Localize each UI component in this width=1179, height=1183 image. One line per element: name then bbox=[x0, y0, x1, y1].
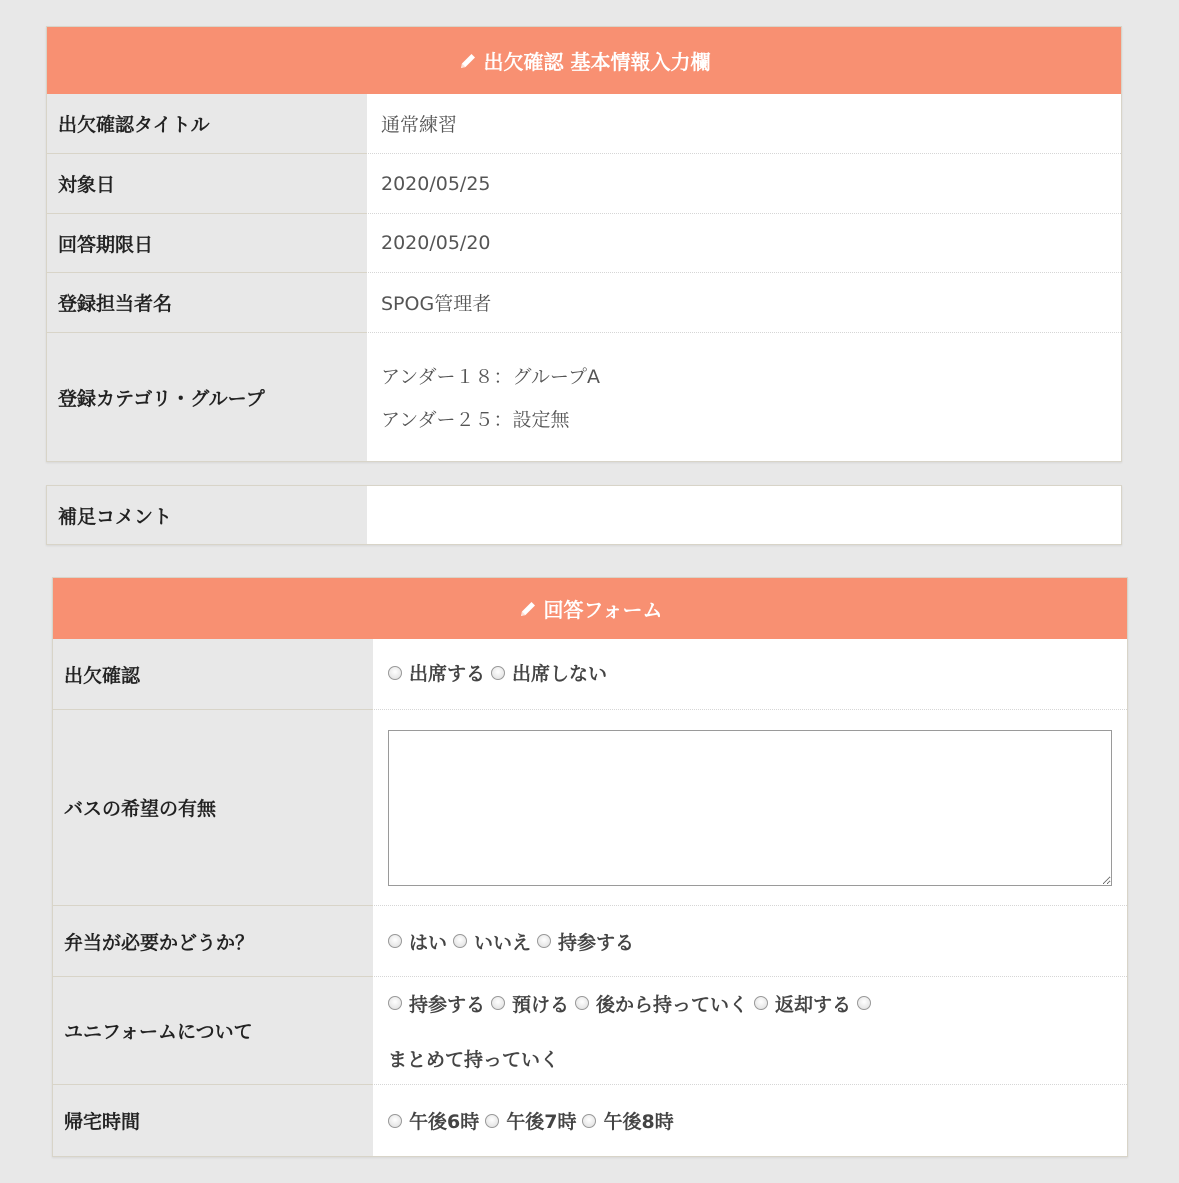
info-label: 登録カテゴリ・グループ bbox=[47, 333, 367, 461]
uniform-option-return[interactable]: 返却する bbox=[754, 990, 851, 1017]
attendance-label: 出欠確認 bbox=[53, 639, 373, 710]
radio-button[interactable] bbox=[537, 934, 551, 948]
info-row-registrant bbox=[47, 273, 1121, 333]
category-item: アンダー１８：グループA bbox=[381, 366, 600, 388]
lunch-options bbox=[373, 906, 1127, 976]
info-value: 2020/05/20 bbox=[381, 232, 491, 254]
pencil-icon bbox=[518, 599, 538, 619]
bus-textarea[interactable] bbox=[388, 730, 1112, 886]
comment-label: 補足コメント bbox=[47, 486, 367, 544]
answer-form-title: 回答フォーム bbox=[543, 598, 663, 622]
info-row-title bbox=[47, 94, 1121, 154]
info-row-date bbox=[47, 154, 1121, 214]
info-label: 回答期限日 bbox=[47, 214, 367, 273]
form-row-lunch bbox=[53, 906, 1127, 977]
return-time-option-7[interactable]: 午後7時 bbox=[485, 1107, 576, 1134]
category-item: アンダー２５：設定無 bbox=[381, 409, 570, 431]
radio-button[interactable] bbox=[388, 1114, 402, 1128]
basic-info-panel bbox=[46, 26, 1122, 462]
info-label: 出欠確認タイトル bbox=[47, 94, 367, 154]
return-time-option-8[interactable]: 午後8時 bbox=[582, 1107, 673, 1134]
lunch-option-bring[interactable]: 持参する bbox=[537, 928, 634, 955]
comment-value bbox=[367, 486, 1121, 544]
attendance-options bbox=[373, 639, 1127, 709]
answer-form-panel bbox=[52, 577, 1128, 1157]
radio-button[interactable] bbox=[388, 934, 402, 948]
basic-info-title: 出欠確認 基本情報入力欄 bbox=[483, 50, 711, 74]
info-row-category bbox=[47, 333, 1121, 461]
pencil-icon bbox=[458, 51, 478, 71]
lunch-option-yes[interactable]: はい bbox=[388, 928, 447, 955]
basic-info-header bbox=[47, 27, 1121, 94]
uniform-option-bring-together[interactable]: まとめて持っていく bbox=[388, 1048, 560, 1071]
comment-row bbox=[47, 486, 1121, 544]
attendance-option-absent[interactable]: 出席しない bbox=[491, 659, 607, 686]
form-row-uniform bbox=[53, 977, 1127, 1085]
form-row-attendance bbox=[53, 639, 1127, 710]
info-label: 対象日 bbox=[47, 154, 367, 214]
uniform-options bbox=[373, 977, 1127, 1084]
uniform-option-bring[interactable]: 持参する bbox=[388, 990, 485, 1017]
info-value: 2020/05/25 bbox=[381, 172, 491, 195]
radio-button[interactable] bbox=[485, 1114, 499, 1128]
info-value: SPOG管理者 bbox=[381, 293, 492, 315]
radio-button[interactable] bbox=[857, 996, 871, 1010]
info-row-deadline bbox=[47, 214, 1121, 273]
form-row-bus bbox=[53, 710, 1127, 906]
radio-button[interactable] bbox=[388, 996, 402, 1010]
radio-button[interactable] bbox=[582, 1114, 596, 1128]
form-row-return-time bbox=[53, 1085, 1127, 1156]
category-list bbox=[367, 333, 1121, 461]
comment-panel bbox=[46, 485, 1122, 545]
bus-field-container bbox=[373, 710, 1127, 905]
radio-button[interactable] bbox=[491, 996, 505, 1010]
uniform-label: ユニフォームについて bbox=[53, 977, 373, 1085]
lunch-option-no[interactable]: いいえ bbox=[453, 928, 531, 955]
return-time-options bbox=[373, 1085, 1127, 1156]
attendance-option-attend[interactable]: 出席する bbox=[388, 659, 485, 686]
radio-button[interactable] bbox=[453, 934, 467, 948]
info-value: 通常練習 bbox=[381, 114, 458, 136]
radio-button[interactable] bbox=[575, 996, 589, 1010]
bus-label: バスの希望の有無 bbox=[53, 710, 373, 906]
return-time-label: 帰宅時間 bbox=[53, 1085, 373, 1156]
info-label: 登録担当者名 bbox=[47, 273, 367, 333]
radio-button[interactable] bbox=[754, 996, 768, 1010]
answer-form-header bbox=[53, 578, 1127, 639]
lunch-label: 弁当が必要かどうか？ bbox=[53, 906, 373, 977]
return-time-option-6[interactable]: 午後6時 bbox=[388, 1107, 479, 1134]
radio-button[interactable] bbox=[388, 666, 402, 680]
radio-button[interactable] bbox=[491, 666, 505, 680]
uniform-option-bring-later[interactable]: 後から持っていく bbox=[575, 990, 748, 1017]
uniform-option-deposit[interactable]: 預ける bbox=[491, 990, 569, 1017]
